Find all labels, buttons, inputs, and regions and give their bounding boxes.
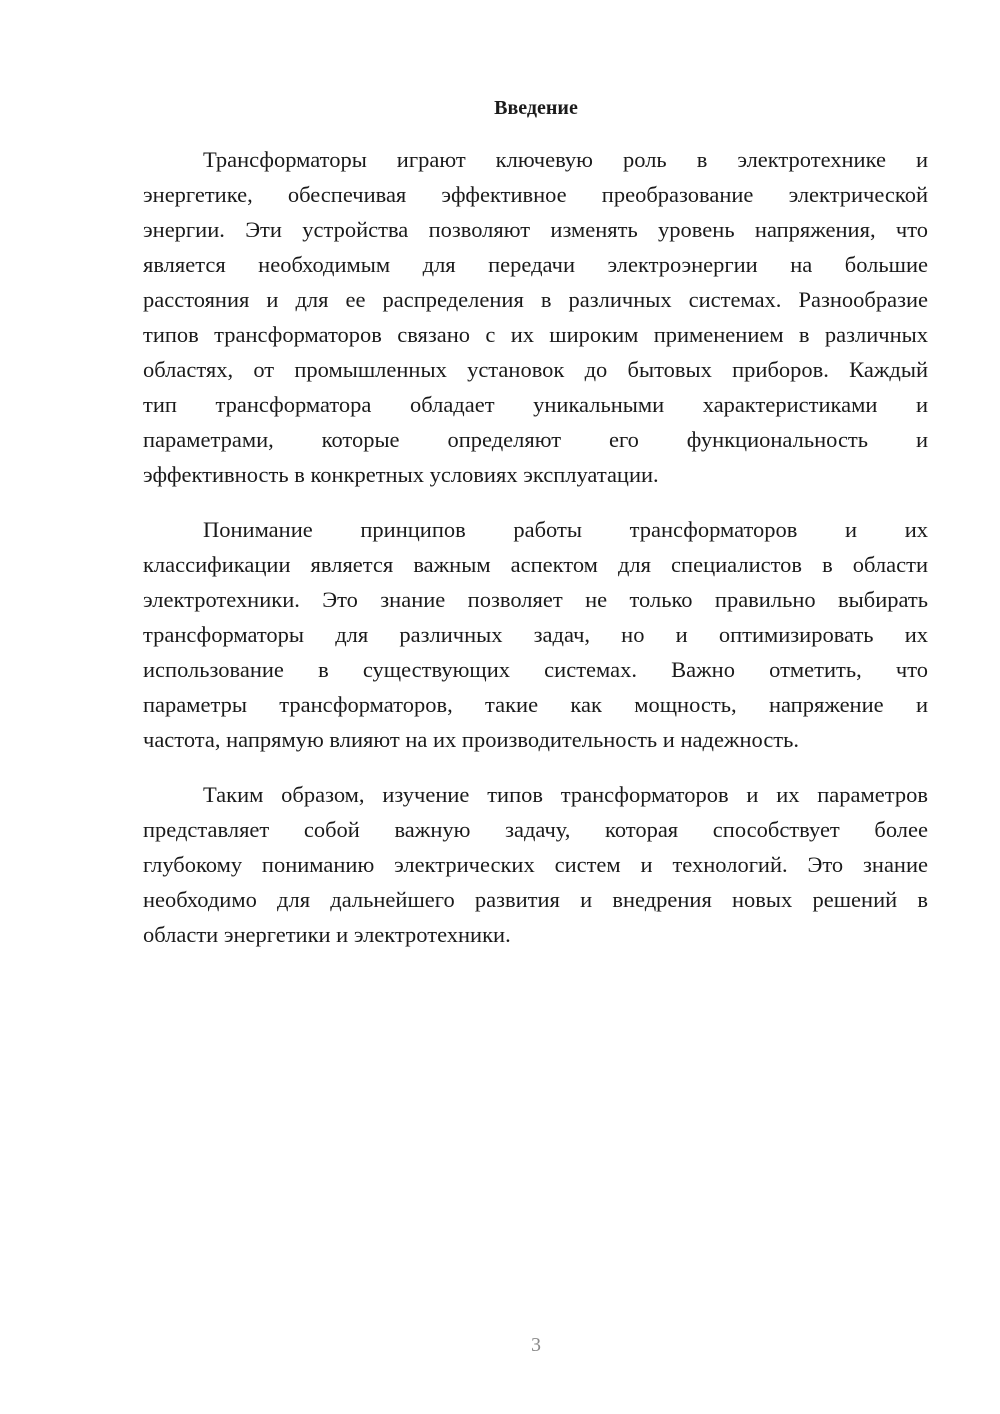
text-line: области энергетики и электротехники.	[143, 922, 511, 947]
section-heading: Введение	[494, 97, 578, 119]
text-line: электротехники. Это знание позволяет не только правильно выбирать	[143, 587, 928, 612]
text-line: энергии. Эти устройства позволяют изменять уровень напряжения, что	[143, 217, 928, 242]
text-line: тип трансформатора обладает уникальными характеристиками и	[143, 392, 928, 417]
text-line: Таким образом, изучение типов трансформаторов и их параметров	[203, 782, 928, 807]
text-line: областях, от промышленных установок до бытовых приборов. Каждый	[143, 357, 928, 382]
text-line: классификации является важным аспектом для специалистов в области	[143, 552, 928, 577]
paragraph	[143, 512, 928, 757]
text-line: Понимание принципов работы трансформаторов и их	[203, 517, 928, 542]
text-line: типов трансформаторов связано с их широким применением в различных	[143, 322, 928, 347]
text-line: параметрами, которые определяют его функциональность и	[143, 427, 928, 452]
text-line: является необходимым для передачи электроэнергии на большие	[143, 252, 928, 277]
text-line: расстояния и для ее распределения в различных системах. Разнообразие	[143, 287, 928, 312]
page-number: 3	[531, 1334, 541, 1356]
text-line: представляет собой важную задачу, которая способствует более	[143, 817, 928, 842]
text-line: эффективность в конкретных условиях эксплуатации.	[143, 462, 659, 487]
text-line: глубокому пониманию электрических систем и технологий. Это знание	[143, 852, 928, 877]
paragraph	[143, 777, 928, 952]
text-line: энергетике, обеспечивая эффективное преобразование электрической	[143, 182, 928, 207]
text-line: параметры трансформаторов, такие как мощность, напряжение и	[143, 692, 928, 717]
paragraph	[143, 142, 928, 492]
text-line: частота, напрямую влияют на их производительность и надежность.	[143, 727, 800, 752]
text-line: трансформаторы для различных задач, но и оптимизировать их	[143, 622, 928, 647]
text-line: Трансформаторы играют ключевую роль в электротехнике и	[203, 147, 928, 172]
document-body	[143, 142, 928, 972]
text-line: использование в существующих системах. Важно отметить, что	[143, 657, 928, 682]
text-line: необходимо для дальнейшего развития и внедрения новых решений в	[143, 887, 928, 912]
